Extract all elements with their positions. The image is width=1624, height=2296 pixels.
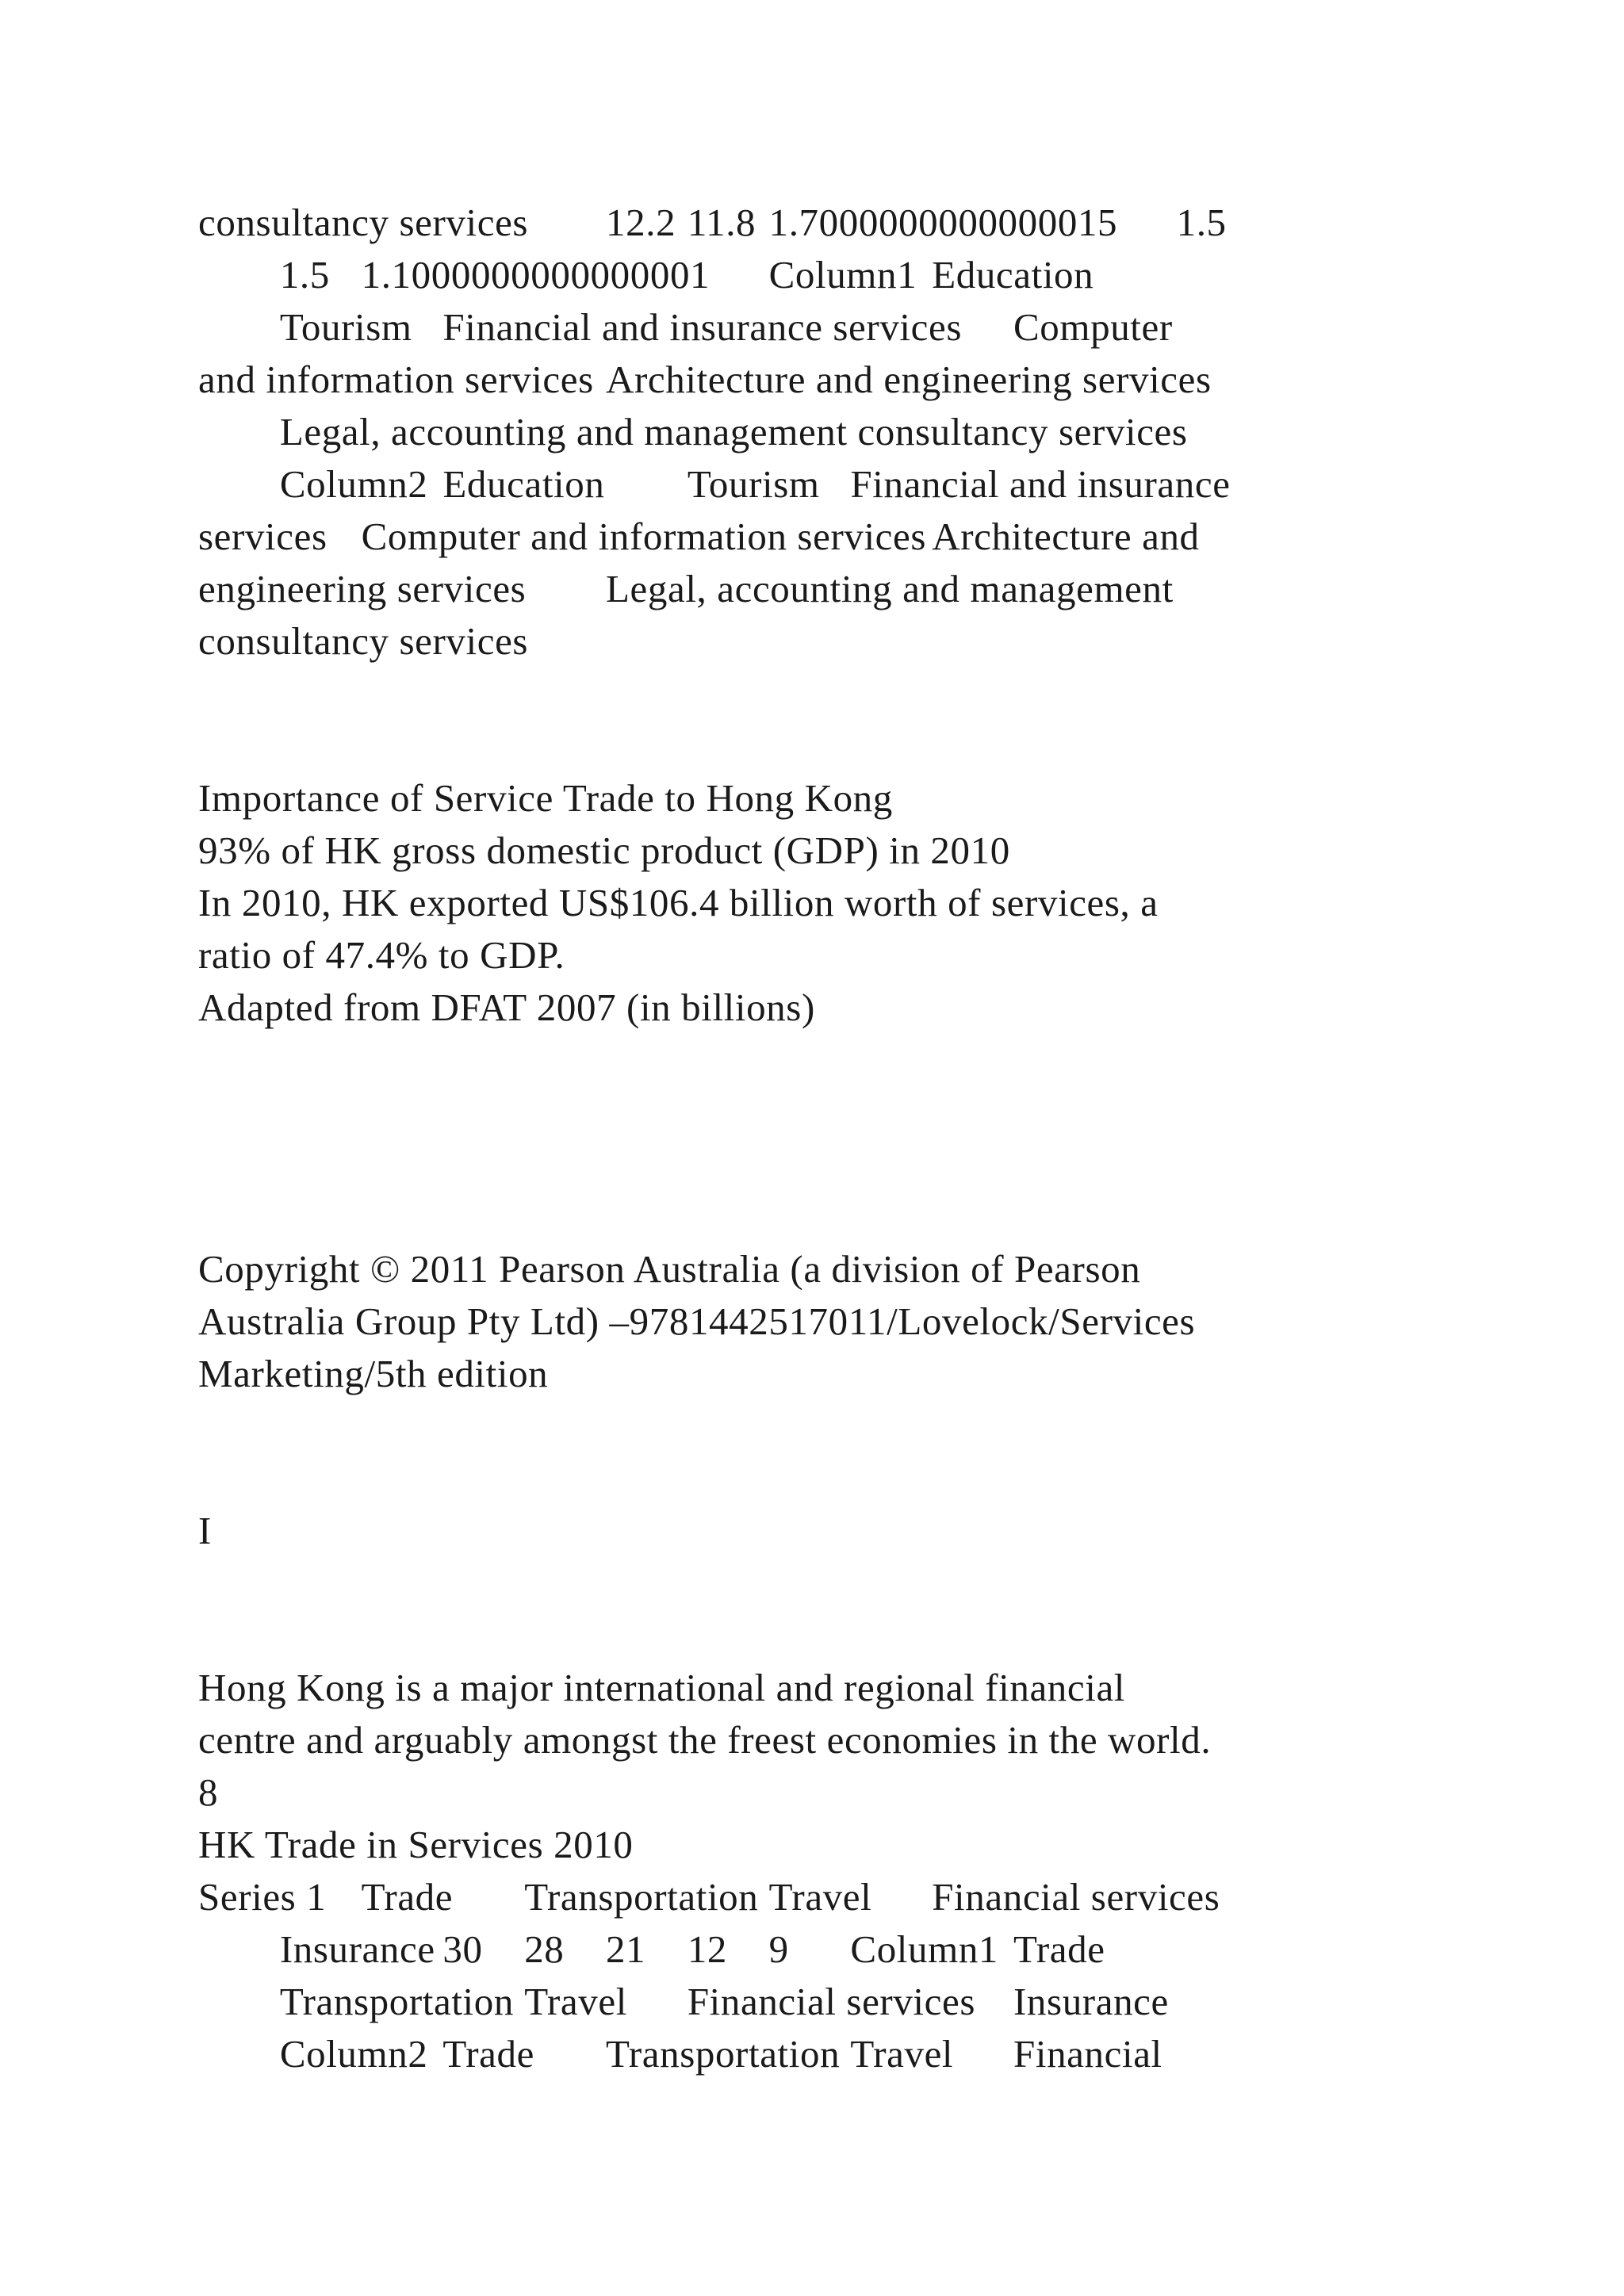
text-line: I [198, 1509, 212, 1552]
text-line: Insurance 30 28 21 12 9 Column1 Trade [198, 1927, 1105, 1971]
copyright-line: Marketing/5th edition [198, 1352, 549, 1395]
text-line: and information services Architecture and engineering services [198, 358, 1212, 401]
copyright-line: Copyright © 2011 Pearson Australia (a division of Pearson [198, 1247, 1141, 1291]
text-line: services Computer and information services Architecture and [198, 515, 1200, 558]
text-line: In 2010, HK exported US$106.4 billion worth of services, a [198, 881, 1159, 924]
copyright-line: Australia Group Pty Ltd) –9781442517011/Lovelock/Services [198, 1299, 1196, 1343]
page-number: 8 [198, 1770, 219, 1814]
text-line: Series 1 Trade Transportation Travel Financial services [198, 1875, 1220, 1919]
text-line: centre and arguably amongst the freest economies in the world. [198, 1718, 1212, 1762]
text-line: Transportation Travel Financial services Insurance [198, 1980, 1169, 2023]
text-line: 93% of HK gross domestic product (GDP) in 2010 [198, 828, 1010, 872]
text-line: Column2 Trade Transportation Travel Financial [198, 2032, 1162, 2076]
text-line: ratio of 47.4% to GDP. [198, 933, 565, 977]
text-line: consultancy services 12.2 11.8 1.7000000000000015 1.5 [198, 201, 1227, 244]
text-line: Legal, accounting and management consultancy services [198, 410, 1188, 453]
text-line: consultancy services [198, 619, 529, 663]
section-heading: Importance of Service Trade to Hong Kong [198, 776, 893, 820]
text-line: 1.5 1.1000000000000001 Column1 Education [198, 253, 1094, 297]
section-heading: HK Trade in Services 2010 [198, 1823, 634, 1866]
text-line: Hong Kong is a major international and regional financial [198, 1666, 1126, 1709]
text-line: Tourism Financial and insurance services Computer [198, 305, 1173, 349]
text-line: engineering services Legal, accounting and management [198, 567, 1174, 610]
source-note: Adapted from DFAT 2007 (in billions) [198, 985, 815, 1029]
text-line: Column2 Education Tourism Financial and insurance [198, 462, 1231, 506]
